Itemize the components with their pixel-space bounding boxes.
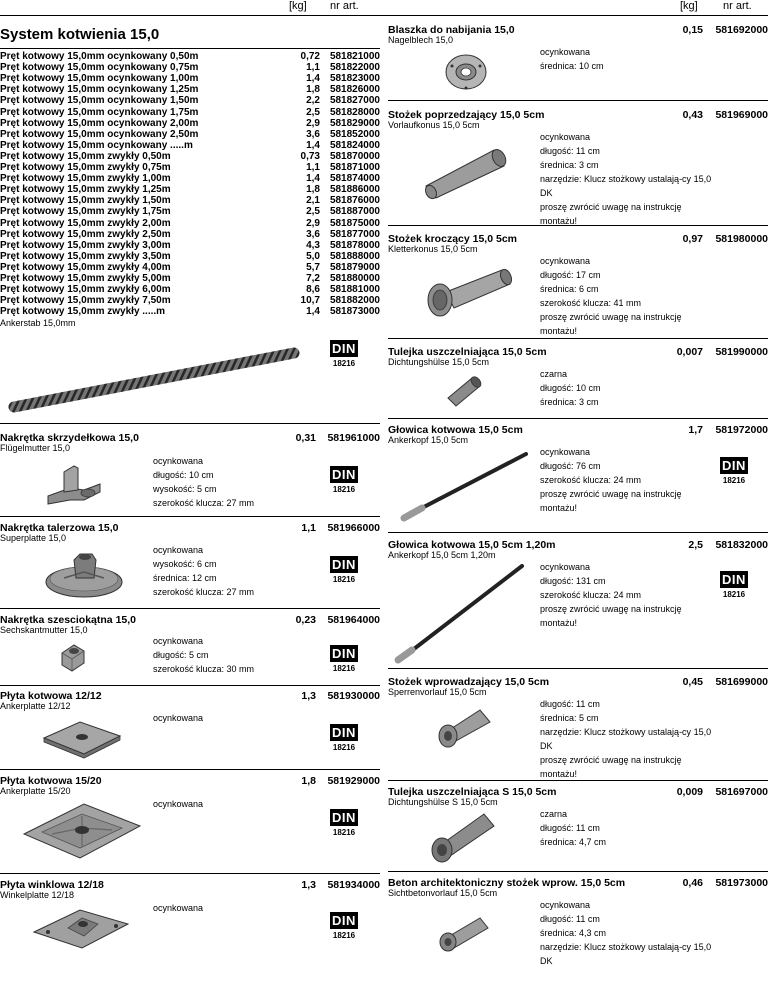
anchor-rod-image xyxy=(10,345,300,415)
divider xyxy=(388,780,768,781)
flange-nut-image xyxy=(44,548,128,600)
insertion-cone-art: 581699000 xyxy=(715,676,768,688)
section-title: System kotwienia 15,0 xyxy=(0,26,160,43)
din-18216-badge xyxy=(720,571,748,601)
anchor-rod-row xyxy=(0,163,380,173)
din-label: DIN xyxy=(330,724,358,741)
rod-kg: 2,9 xyxy=(306,217,320,229)
spec: średnica: 4,7 cm xyxy=(540,837,607,847)
rod-kg: 2,5 xyxy=(306,206,320,218)
hex-nut-image xyxy=(58,643,88,673)
climbing-cone-image xyxy=(420,262,520,318)
anchor-rod-row xyxy=(0,219,380,229)
din-label: DIN xyxy=(330,340,358,357)
spec: długość: 11 cm xyxy=(540,699,600,709)
spec: średnica: 3 cm xyxy=(540,160,599,170)
din-number: 18216 xyxy=(332,828,356,837)
rod-name: Pręt kotwowy 15,0mm ocynkowany 1,00m xyxy=(0,73,199,85)
spec: wysokość: 6 cm xyxy=(153,559,217,569)
spec: czarna xyxy=(540,369,568,379)
rod-art: 581879000 xyxy=(329,261,380,273)
rod-kg: 1,4 xyxy=(306,173,320,185)
angle-plate-art: 581934000 xyxy=(327,879,380,891)
spec: narzędzie: Klucz stożkowy ustalają-cy 15,0 DK xyxy=(540,942,712,966)
hex-nut-title: Nakrętka szesciokątna 15,0 xyxy=(0,614,137,626)
rod-kg: 1,4 xyxy=(306,306,320,318)
anchor-plate-12-title: Płyta kotwowa 12/12 xyxy=(0,690,102,702)
wing-nut-kg: 0,31 xyxy=(295,432,316,444)
anchor-head-specs xyxy=(540,445,712,515)
rod-kg: 1,8 xyxy=(306,184,320,196)
anchor-head-120-art: 581832000 xyxy=(715,539,768,551)
wing-nut-specs xyxy=(153,454,254,510)
din-18216-badge xyxy=(330,724,358,754)
sealing-sleeve-s-kg: 0,009 xyxy=(676,786,703,798)
rod-kg: 2,9 xyxy=(306,117,320,129)
anchor-rod-row xyxy=(0,307,380,317)
spec: narzędzie: Klucz stożkowy ustalają-cy 15,0 DK xyxy=(540,727,712,751)
flange-nut-specs xyxy=(153,543,254,599)
spec: ocynkowana xyxy=(153,799,204,809)
spec: proszę zwrócić uwagę na instrukcję montażu! xyxy=(540,312,682,336)
din-label: DIN xyxy=(330,556,358,573)
spec: szerokość klucza: 27 mm xyxy=(153,498,255,508)
spec: średnica: 12 cm xyxy=(153,573,217,583)
anchor-rod-row xyxy=(0,285,380,295)
rod-kg: 2,1 xyxy=(306,195,320,207)
din-label: DIN xyxy=(330,809,358,826)
anchor-plate-12-kg: 1,3 xyxy=(301,690,316,702)
anchor-plate-15-title: Płyta kotwowa 15/20 xyxy=(0,775,102,787)
kg-header-right: [kg] xyxy=(680,0,698,12)
lead-cone-kg: 0,43 xyxy=(682,109,703,121)
angle-plate-specs xyxy=(153,901,203,915)
lead-cone-subtitle: Vorlaufkonus 15,0 5cm xyxy=(388,120,480,130)
rod-kg: 8,6 xyxy=(306,284,320,296)
din-18216-badge xyxy=(330,645,358,675)
divider xyxy=(388,871,768,872)
insertion-cone-specs xyxy=(540,697,712,781)
din-number: 18216 xyxy=(332,664,356,673)
rod-kg: 1,8 xyxy=(306,84,320,96)
anchor-rod-row xyxy=(0,241,380,251)
din-label: DIN xyxy=(720,571,748,588)
spec: szerokość klucza: 27 mm xyxy=(153,587,255,597)
anchor-rod-row xyxy=(0,174,380,184)
divider xyxy=(388,100,768,101)
rod-art: 581829000 xyxy=(329,117,380,129)
anchor-plate-15-specs xyxy=(153,797,203,811)
rod-name: Pręt kotwowy 15,0mm zwykły 1,00m xyxy=(0,173,171,185)
divider xyxy=(0,685,380,686)
spec: długość: 11 cm xyxy=(540,914,600,924)
rod-kg: 1,4 xyxy=(306,73,320,85)
rod-kg: 7,2 xyxy=(306,273,320,284)
insertion-cone-subtitle: Sperrenvorlauf 15,0 5cm xyxy=(388,687,487,697)
din-18216-badge xyxy=(330,556,358,586)
architectural-cone-art: 581973000 xyxy=(715,877,768,889)
spec: średnica: 10 cm xyxy=(540,61,604,71)
divider xyxy=(0,608,380,609)
anchor-plate-12-art: 581930000 xyxy=(327,690,380,702)
lead-cone-specs xyxy=(540,130,712,228)
din-number: 18216 xyxy=(332,931,356,940)
rod-kg: 4,3 xyxy=(306,239,320,251)
rod-art: 581878000 xyxy=(329,239,380,251)
spec: ocynkowana xyxy=(153,636,204,646)
spec: proszę zwrócić uwagę na instrukcję montażu! xyxy=(540,755,682,779)
anchor-head-120-specs xyxy=(540,560,712,630)
rod-art: 581880000 xyxy=(329,273,380,284)
architectural-cone-subtitle: Sichtbetonvorlauf 15,0 5cm xyxy=(388,888,498,898)
divider xyxy=(388,418,768,419)
spec: ocynkowana xyxy=(153,545,204,555)
angle-plate-kg: 1,3 xyxy=(301,879,316,891)
wing-nut-art: 581961000 xyxy=(327,432,380,444)
spec: ocynkowana xyxy=(540,47,591,57)
rod-name: Pręt kotwowy 15,0mm zwykły 1,50m xyxy=(0,195,171,207)
rod-art: 581827000 xyxy=(329,95,380,107)
din-label: DIN xyxy=(330,645,358,662)
insertion-cone-kg: 0,45 xyxy=(682,676,703,688)
anchor-rod-row xyxy=(0,119,380,129)
rod-name: Pręt kotwowy 15,0mm zwykły 1,25m xyxy=(0,184,171,196)
rod-art: 581873000 xyxy=(329,306,380,318)
spec: długość: 5 cm xyxy=(153,650,209,660)
architectural-cone-title: Beton architektoniczny stożek wprow. 15,0 5cm xyxy=(388,877,626,889)
nail-plate-subtitle: Nagelblech 15,0 xyxy=(388,35,454,45)
nail-plate-specs xyxy=(540,45,604,73)
rod-art: 581870000 xyxy=(329,150,380,162)
hex-nut-subtitle: Sechskantmutter 15,0 xyxy=(0,625,88,635)
rod-name: Pręt kotwowy 15,0mm zwykły 0,50m xyxy=(0,150,171,162)
rod-art: 581874000 xyxy=(329,173,380,185)
architectural-cone-kg: 0,46 xyxy=(682,877,703,889)
rod-name: Pręt kotwowy 15,0mm zwykły 2,00m xyxy=(0,217,171,229)
rod-kg: 5,0 xyxy=(306,250,320,262)
rod-name: Pręt kotwowy 15,0mm zwykły 0,75m xyxy=(0,162,171,173)
rod-kg: 1,4 xyxy=(306,139,320,151)
din-18216-badge xyxy=(330,912,358,942)
wing-nut-subtitle: Flügelmutter 15,0 xyxy=(0,443,71,453)
angle-plate-subtitle: Winkelplatte 12/18 xyxy=(0,890,75,900)
lead-cone-art: 581969000 xyxy=(715,109,768,121)
anchor-plate-15-kg: 1,8 xyxy=(301,775,316,787)
rod-art: 581824000 xyxy=(329,139,380,151)
anchor-rod-row xyxy=(0,274,380,284)
spec: szerokość klucza: 41 mm xyxy=(540,298,642,308)
sealing-sleeve-s-title: Tulejka uszczelniająca S 15,0 5cm xyxy=(388,786,557,798)
rod-art: 581822000 xyxy=(329,62,380,74)
rod-art: 581823000 xyxy=(329,73,380,85)
rod-name: Pręt kotwowy 15,0mm zwykły 3,00m xyxy=(0,239,171,251)
anchor-rod-row xyxy=(0,152,380,162)
rod-name: Pręt kotwowy 15,0mm ocynkowany .....m xyxy=(0,139,193,151)
anchor-plate-15-subtitle: Ankerplatte 15/20 xyxy=(0,786,71,796)
sealing-sleeve-art: 581990000 xyxy=(715,346,768,358)
rod-kg: 2,2 xyxy=(306,95,320,107)
spec: długość: 10 cm xyxy=(540,383,601,393)
rod-name: Pręt kotwowy 15,0mm zwykły .....m xyxy=(0,306,166,318)
spec: proszę zwrócić uwagę na instrukcję montażu! xyxy=(540,604,682,628)
spec: ocynkowana xyxy=(540,900,591,910)
rod-name: Pręt kotwowy 15,0mm zwykły 7,50m xyxy=(0,295,171,307)
rod-kg: 0,73 xyxy=(300,150,320,162)
divider xyxy=(388,668,768,669)
flange-nut-subtitle: Superplatte 15,0 xyxy=(0,533,67,543)
divider xyxy=(0,516,380,517)
spec: ocynkowana xyxy=(153,456,204,466)
anchor-rod-row xyxy=(0,263,380,273)
spec: średnica: 5 cm xyxy=(540,713,599,723)
sealing-sleeve-title: Tulejka uszczelniająca 15,0 5cm xyxy=(388,346,547,358)
sealing-sleeve-image xyxy=(444,372,484,408)
rod-kg: 1,1 xyxy=(306,62,320,74)
insertion-cone-image xyxy=(436,704,494,748)
rod-name: Pręt kotwowy 15,0mm zwykły 1,75m xyxy=(0,206,171,218)
rod-art: 581875000 xyxy=(329,217,380,229)
architectural-cone-specs xyxy=(540,898,712,968)
din-number: 18216 xyxy=(722,476,746,485)
spec: długość: 17 cm xyxy=(540,270,601,280)
spec: długość: 10 cm xyxy=(153,470,214,480)
rod-art: 581881000 xyxy=(329,284,380,296)
rod-kg: 3,6 xyxy=(306,228,320,240)
anchor-rod-row xyxy=(0,85,380,95)
din-18216-badge xyxy=(330,466,358,496)
sealing-sleeve-s-subtitle: Dichtungshülse S 15,0 5cm xyxy=(388,797,498,807)
anchor-plate-12-subtitle: Ankerplatte 12/12 xyxy=(0,701,71,711)
anchor-plate-15-art: 581929000 xyxy=(327,775,380,787)
rod-art: 581887000 xyxy=(329,206,380,218)
anchor-rod-row xyxy=(0,252,380,262)
rod-name: Pręt kotwowy 15,0mm zwykły 5,00m xyxy=(0,273,171,284)
header-rule xyxy=(0,15,768,16)
hex-nut-kg: 0,23 xyxy=(295,614,316,626)
insertion-cone-title: Stożek wprowadzający 15,0 5cm xyxy=(388,676,550,688)
lead-cone-image xyxy=(418,140,518,198)
nail-plate-kg: 0,15 xyxy=(682,24,703,36)
flange-nut-title: Nakrętka talerzowa 15,0 xyxy=(0,522,119,534)
spec: ocynkowana xyxy=(540,447,591,457)
din-number: 18216 xyxy=(332,575,356,584)
spec: średnica: 6 cm xyxy=(540,284,599,294)
nail-plate-title: Blaszka do nabijania 15,0 xyxy=(388,24,515,36)
sealing-sleeve-s-art: 581697000 xyxy=(715,786,768,798)
anchor-head-subtitle: Ankerkopf 15,0 5cm xyxy=(388,435,469,445)
rod-name: Pręt kotwowy 15,0mm zwykły 2,50m xyxy=(0,228,171,240)
sealing-sleeve-subtitle: Dichtungshülse 15,0 5cm xyxy=(388,357,490,367)
spec: ocynkowana xyxy=(153,713,204,723)
rod-name: Pręt kotwowy 15,0mm zwykły 6,00m xyxy=(0,284,171,296)
rod-art: 581882000 xyxy=(329,295,380,307)
anchor-plate-12-image xyxy=(42,718,122,760)
spec: narzędzie: Klucz stożkowy ustalają-cy 15,0 DK xyxy=(540,174,712,198)
spec: szerokość klucza: 24 mm xyxy=(540,590,642,600)
nail-plate-image xyxy=(444,52,488,92)
anchor-rod-row xyxy=(0,63,380,73)
art-header-right: nr art. xyxy=(723,0,752,12)
sealing-sleeve-s-specs xyxy=(540,807,606,849)
anchor-head-120-title: Głowica kotwowa 15,0 5cm 1,20m xyxy=(388,539,556,551)
anchor-head-120-subtitle: Ankerkopf 15,0 5cm 1,20m xyxy=(388,550,496,560)
rod-name: Pręt kotwowy 15,0mm ocynkowany 2,00m xyxy=(0,117,199,129)
wing-nut-image xyxy=(44,462,104,506)
lead-cone-title: Stożek poprzedzający 15,0 5cm xyxy=(388,109,545,121)
divider xyxy=(0,769,380,770)
anchor-plate-15-image xyxy=(22,800,142,862)
spec: długość: 11 cm xyxy=(540,146,600,156)
climbing-cone-subtitle: Kletterkonus 15,0 5cm xyxy=(388,244,478,254)
anchor-head-title: Głowica kotwowa 15,0 5cm xyxy=(388,424,523,436)
architectural-cone-image xyxy=(436,912,494,952)
spec: średnica: 4,3 cm xyxy=(540,928,607,938)
spec: szerokość klucza: 24 mm xyxy=(540,475,642,485)
rod-kg: 1,1 xyxy=(306,162,320,173)
anchor-head-120-kg: 2,5 xyxy=(688,539,703,551)
wing-nut-title: Nakrętka skrzydełkowa 15,0 xyxy=(0,432,139,444)
rod-art: 581828000 xyxy=(329,106,380,118)
spec: ocynkowana xyxy=(540,256,591,266)
rod-art: 581888000 xyxy=(329,250,380,262)
anchor-rod-row xyxy=(0,108,380,118)
anchor-head-120-image xyxy=(396,562,526,662)
spec: ocynkowana xyxy=(153,903,204,913)
din-number: 18216 xyxy=(332,359,356,368)
spec: długość: 11 cm xyxy=(540,823,600,833)
din-label: DIN xyxy=(330,466,358,483)
divider xyxy=(388,338,768,339)
anchor-rod-row xyxy=(0,230,380,240)
rod-art: 581871000 xyxy=(329,162,380,173)
rod-art: 581826000 xyxy=(329,84,380,96)
spec: ocynkowana xyxy=(540,562,591,572)
din-18216-badge xyxy=(720,457,748,487)
rods-subtitle: Ankerstab 15,0mm xyxy=(0,318,76,328)
rod-name: Pręt kotwowy 15,0mm zwykły 4,00m xyxy=(0,261,171,273)
rod-kg: 2,5 xyxy=(306,106,320,118)
art-header-left: nr art. xyxy=(330,0,359,12)
din-number: 18216 xyxy=(332,743,356,752)
spec: czarna xyxy=(540,809,568,819)
din-18216-badge xyxy=(330,340,358,370)
rod-kg: 3,6 xyxy=(306,128,320,140)
rod-name: Pręt kotwowy 15,0mm ocynkowany 1,75m xyxy=(0,106,199,118)
anchor-rod-row xyxy=(0,185,380,195)
anchor-plate-12-specs xyxy=(153,711,203,725)
rod-name: Pręt kotwowy 15,0mm ocynkowany 1,50m xyxy=(0,95,199,107)
din-number: 18216 xyxy=(332,485,356,494)
rod-name: Pręt kotwowy 15,0mm ocynkowany 0,50m xyxy=(0,51,199,62)
anchor-head-kg: 1,7 xyxy=(688,424,703,436)
rod-kg: 0,72 xyxy=(300,51,320,62)
divider xyxy=(388,532,768,533)
anchor-rod-row xyxy=(0,74,380,84)
spec: długość: 131 cm xyxy=(540,576,606,586)
climbing-cone-art: 581980000 xyxy=(715,233,768,245)
spec: średnica: 3 cm xyxy=(540,397,599,407)
din-label: DIN xyxy=(330,912,358,929)
din-label: DIN xyxy=(720,457,748,474)
rod-art: 581877000 xyxy=(329,228,380,240)
flange-nut-kg: 1,1 xyxy=(301,522,316,534)
anchor-rod-row xyxy=(0,96,380,106)
anchor-rod-row xyxy=(0,141,380,151)
rod-name: Pręt kotwowy 15,0mm ocynkowany 1,25m xyxy=(0,84,199,96)
flange-nut-art: 581966000 xyxy=(327,522,380,534)
nail-plate-art: 581692000 xyxy=(715,24,768,36)
rod-art: 581886000 xyxy=(329,184,380,196)
hex-nut-art: 581964000 xyxy=(327,614,380,626)
rod-art: 581876000 xyxy=(329,195,380,207)
angle-plate-image xyxy=(32,904,132,952)
anchor-rod-row xyxy=(0,207,380,217)
spec: ocynkowana xyxy=(540,132,591,142)
spec: proszę zwrócić uwagę na instrukcję montażu! xyxy=(540,489,682,513)
sealing-sleeve-s-image xyxy=(428,806,498,862)
spec: wysokość: 5 cm xyxy=(153,484,217,494)
rod-kg: 10,7 xyxy=(300,295,320,307)
kg-header-left: [kg] xyxy=(289,0,307,12)
rod-art: 581821000 xyxy=(329,51,380,62)
din-18216-badge xyxy=(330,809,358,839)
divider xyxy=(388,225,768,226)
rod-art: 581852000 xyxy=(329,128,380,140)
anchor-rod-row xyxy=(0,296,380,306)
anchor-rod-row xyxy=(0,130,380,140)
anchor-head-image xyxy=(400,452,530,522)
rod-name: Pręt kotwowy 15,0mm ocynkowany 2,50m xyxy=(0,128,199,140)
rod-name: Pręt kotwowy 15,0mm zwykły 3,50m xyxy=(0,250,171,262)
divider xyxy=(0,423,380,424)
sealing-sleeve-specs xyxy=(540,367,601,409)
climbing-cone-title: Stożek kroczący 15,0 5cm xyxy=(388,233,517,245)
section-rule xyxy=(0,48,380,49)
spec: długość: 76 cm xyxy=(540,461,601,471)
angle-plate-title: Płyta winklowa 12/18 xyxy=(0,879,104,891)
din-number: 18216 xyxy=(722,590,746,599)
hex-nut-specs xyxy=(153,634,254,676)
anchor-rod-row xyxy=(0,52,380,62)
anchor-rod-row xyxy=(0,196,380,206)
sealing-sleeve-kg: 0,007 xyxy=(676,346,703,358)
climbing-cone-kg: 0,97 xyxy=(682,233,703,245)
spec: proszę zwrócić uwagę na instrukcję montażu! xyxy=(540,202,682,226)
spec: szerokość klucza: 30 mm xyxy=(153,664,255,674)
rod-kg: 5,7 xyxy=(306,261,320,273)
anchor-head-art: 581972000 xyxy=(715,424,768,436)
rod-name: Pręt kotwowy 15,0mm ocynkowany 0,75m xyxy=(0,62,199,74)
climbing-cone-specs xyxy=(540,254,712,338)
divider xyxy=(0,873,380,874)
